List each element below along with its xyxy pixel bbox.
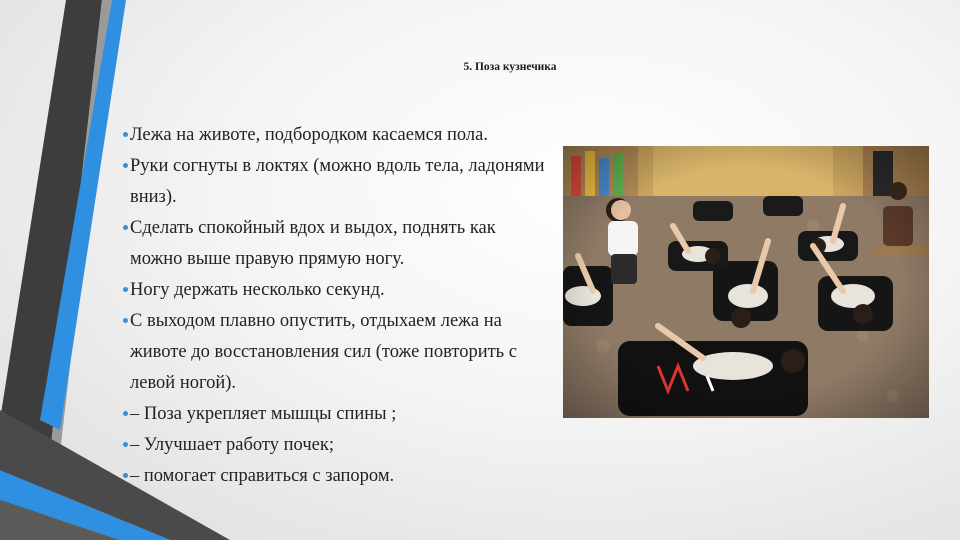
bullet-text: Сделать спокойный вдох и выдох, поднять как можно выше правую прямую ногу. [130,218,496,269]
bullet-dot-icon [123,163,128,168]
bullet-text: – Поза укрепляет мышцы спины ; [130,404,397,424]
bullet-item [120,399,550,430]
bullet-text: Ногу держать несколько секунд. [130,280,385,300]
bullet-item [120,306,550,399]
bullet-text: Лежа на животе, подбородком касаемся пола. [130,125,488,145]
bullet-item [120,120,550,151]
slide-title: 5. Поза кузнечика [463,61,557,73]
bullet-item [120,151,550,213]
bullet-dot-icon [123,473,128,478]
children-grasshopper-pose-illustration [563,146,929,418]
bullet-text: – Улучшает работу почек; [130,435,334,455]
bullet-item [120,430,550,461]
bullet-item [120,213,550,275]
bullet-text: – помогает справиться с запором. [130,466,395,486]
bullet-dot-icon [123,225,128,230]
bullet-dot-icon [123,411,128,416]
bullet-dot-icon [123,318,128,323]
bullet-text: С выходом плавно опустить, отдыхаем лежа на животе до восстановления сил (тоже повторить с левой ногой). [130,311,517,393]
bullet-text: Руки согнуты в локтях (можно вдоль тела, ладонями вниз). [130,156,545,207]
bullet-item [120,275,550,306]
bullet-item [120,461,550,492]
bullet-dot-icon [123,287,128,292]
bullet-dot-icon [123,132,128,137]
exercise-photo [563,146,929,418]
bullet-list [120,120,550,492]
bullet-dot-icon [123,442,128,447]
